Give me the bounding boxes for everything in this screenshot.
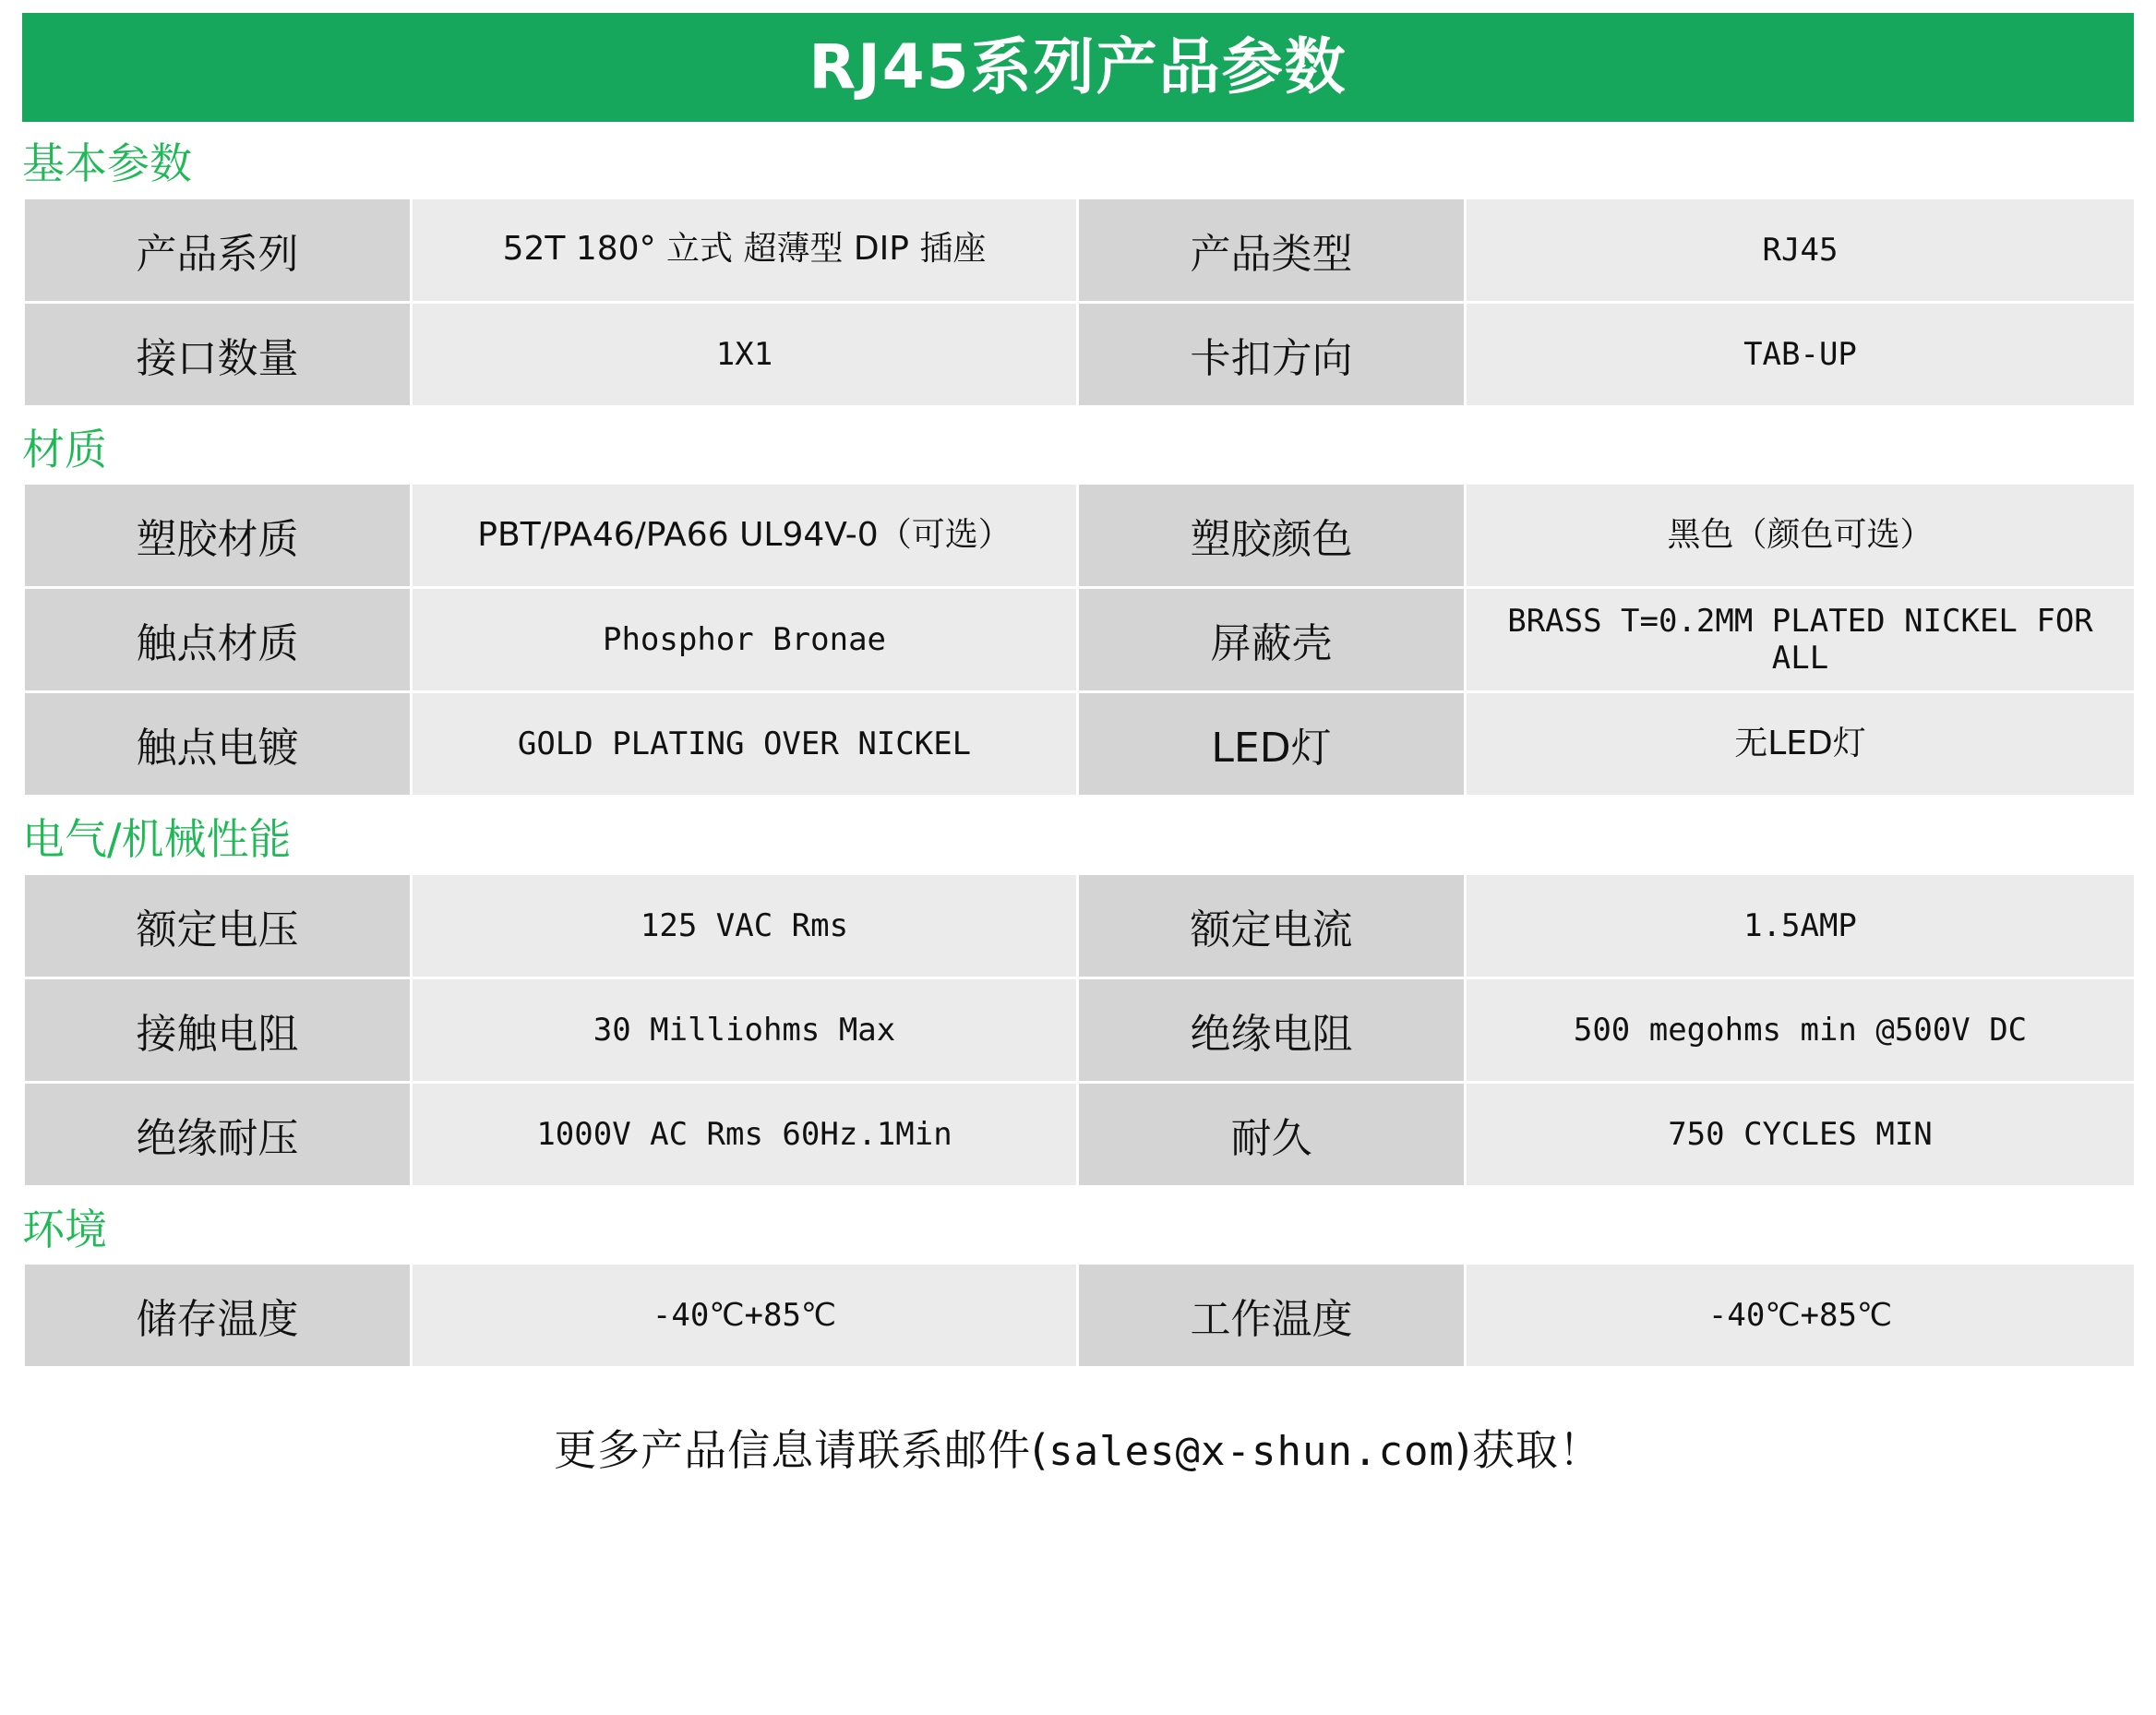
spec-label: 额定电压 [24, 873, 412, 977]
spec-value: 125 VAC Rms [412, 873, 1078, 977]
section-heading: 环境 [22, 1204, 107, 1254]
spec-value: -40℃+85℃ [412, 1264, 1078, 1368]
spec-value: PBT/PA46/PA66 UL94V-0（可选） [412, 484, 1078, 588]
spec-table [22, 1262, 2137, 1369]
spec-label: 额定电流 [1078, 873, 1466, 977]
section-heading: 基本参数 [22, 138, 192, 188]
spec-value: 30 Milliohms Max [412, 977, 1078, 1082]
spec-value: TAB-UP [1466, 302, 2136, 406]
spec-value: 1X1 [412, 302, 1078, 406]
section-heading: 材质 [22, 424, 107, 474]
spec-table [22, 482, 2137, 798]
page-title-bar [22, 13, 2134, 122]
spec-label: 卡扣方向 [1078, 302, 1466, 406]
spec-label: 绝缘耐压 [24, 1082, 412, 1186]
spec-value: 黑色（颜色可选） [1466, 484, 2136, 588]
table-row [24, 302, 2136, 406]
spec-label: 接口数量 [24, 302, 412, 406]
spec-label: LED灯 [1078, 692, 1466, 797]
spec-label: 塑胶材质 [24, 484, 412, 588]
spec-label: 塑胶颜色 [1078, 484, 1466, 588]
spec-value: 500 megohms min @500V DC [1466, 977, 2136, 1082]
spec-table [22, 197, 2137, 408]
table-row [24, 977, 2136, 1082]
spec-label: 产品系列 [24, 198, 412, 302]
table-row [24, 484, 2136, 588]
footer-note [0, 1417, 2156, 1478]
footer-email: sales@x-shun.com [1048, 1428, 1455, 1476]
sections-container [0, 140, 2156, 1369]
spec-value: 1000V AC Rms 60Hz.1Min [412, 1082, 1078, 1186]
page-title: RJ45系列产品参数 [808, 31, 1348, 102]
table-row [24, 198, 2136, 302]
spec-table [22, 872, 2137, 1188]
spec-label: 绝缘电阻 [1078, 977, 1466, 1082]
spec-value: RJ45 [1466, 198, 2136, 302]
table-row [24, 873, 2136, 977]
footer-suffix: )获取！ [1454, 1425, 1602, 1476]
spec-value: Phosphor Bronae [412, 588, 1078, 692]
spec-value: 52T 180° 立式 超薄型 DIP 插座 [412, 198, 1078, 302]
spec-value: GOLD PLATING OVER NICKEL [412, 692, 1078, 797]
spec-label: 触点电镀 [24, 692, 412, 797]
spec-label: 耐久 [1078, 1082, 1466, 1186]
spec-label: 工作温度 [1078, 1264, 1466, 1368]
footer-prefix: 更多产品信息请联系邮件( [554, 1425, 1049, 1476]
table-row [24, 1264, 2136, 1368]
spec-value: 无LED灯 [1466, 692, 2136, 797]
section-heading: 电气/机械性能 [22, 814, 292, 865]
table-row [24, 1082, 2136, 1186]
spec-label: 触点材质 [24, 588, 412, 692]
spec-value: 750 CYCLES MIN [1466, 1082, 2136, 1186]
spec-value: BRASS T=0.2MM PLATED NICKEL FOR ALL [1466, 588, 2136, 692]
spec-label: 储存温度 [24, 1264, 412, 1368]
table-row [24, 588, 2136, 692]
spec-label: 屏蔽壳 [1078, 588, 1466, 692]
spec-label: 接触电阻 [24, 977, 412, 1082]
spec-value: -40℃+85℃ [1466, 1264, 2136, 1368]
table-row [24, 692, 2136, 797]
spec-sheet-page [0, 13, 2156, 1715]
spec-label: 产品类型 [1078, 198, 1466, 302]
spec-value: 1.5AMP [1466, 873, 2136, 977]
